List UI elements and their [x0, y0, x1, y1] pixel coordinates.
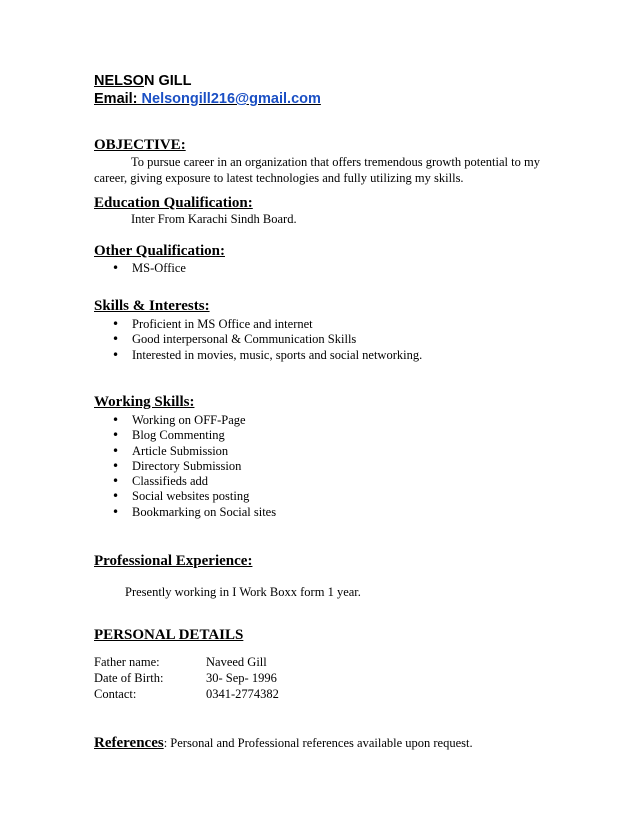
education-text: Inter From Karachi Sindh Board.: [131, 212, 297, 226]
name-underlined-part: NELSO: [94, 73, 144, 89]
name-rest-part: N GILL: [143, 73, 192, 89]
list-item: • Article Submission: [112, 444, 276, 459]
email-link[interactable]: Nelsongill216@gmail.com: [141, 91, 321, 107]
personal-row-father-name: [94, 655, 394, 671]
field-label: Date of Birth:: [94, 671, 164, 685]
list-item: • Social websites posting: [112, 489, 276, 504]
skills-list: [112, 317, 422, 363]
objective-heading: OBJECTIVE:: [94, 137, 186, 153]
list-item: • Directory Submission: [112, 459, 276, 474]
references-line: [94, 734, 473, 752]
personal-row-contact: [94, 687, 394, 703]
list-item: • MS-Office: [112, 261, 186, 276]
references-heading: References: [94, 735, 164, 751]
list-item: • Proficient in MS Office and internet: [112, 317, 422, 332]
candidate-name: [94, 73, 191, 89]
field-value: 0341-2774382: [206, 687, 279, 701]
list-item: • Interested in movies, music, sports and social networking.: [112, 348, 422, 363]
personal-details-heading: PERSONAL DETAILS: [94, 627, 244, 643]
experience-heading: Professional Experience:: [94, 553, 253, 569]
other-qualification-heading: Other Qualification:: [94, 243, 225, 259]
objective-line-2: career, giving exposure to latest technologies and fully utilizing my skills.: [94, 171, 464, 185]
field-value: 30- Sep- 1996: [206, 671, 277, 685]
personal-row-date-of-birth: [94, 671, 394, 687]
email-line: [94, 91, 321, 107]
skills-heading: Skills & Interests:: [94, 298, 210, 314]
list-item: • Blog Commenting: [112, 428, 276, 443]
education-heading: Education Qualification:: [94, 195, 253, 211]
field-value: Naveed Gill: [206, 655, 267, 669]
list-item: • Bookmarking on Social sites: [112, 505, 276, 520]
objective-line-1: To pursue career in an organization that offers tremendous growth potential to my: [131, 155, 540, 169]
list-item: • Working on OFF-Page: [112, 413, 276, 428]
list-item: • Good interpersonal & Communication Skills: [112, 332, 422, 347]
references-text: : Personal and Professional references available upon request.: [163, 736, 473, 750]
email-label: Email:: [94, 91, 138, 107]
working-skills-list: [112, 413, 276, 520]
experience-text: Presently working in I Work Boxx form 1 year.: [125, 585, 361, 599]
working-skills-heading: Working Skills:: [94, 394, 195, 410]
field-label: Father name:: [94, 655, 160, 669]
list-item: • Classifieds add: [112, 474, 276, 489]
other-qualification-list: [112, 261, 186, 276]
field-label: Contact:: [94, 687, 137, 701]
